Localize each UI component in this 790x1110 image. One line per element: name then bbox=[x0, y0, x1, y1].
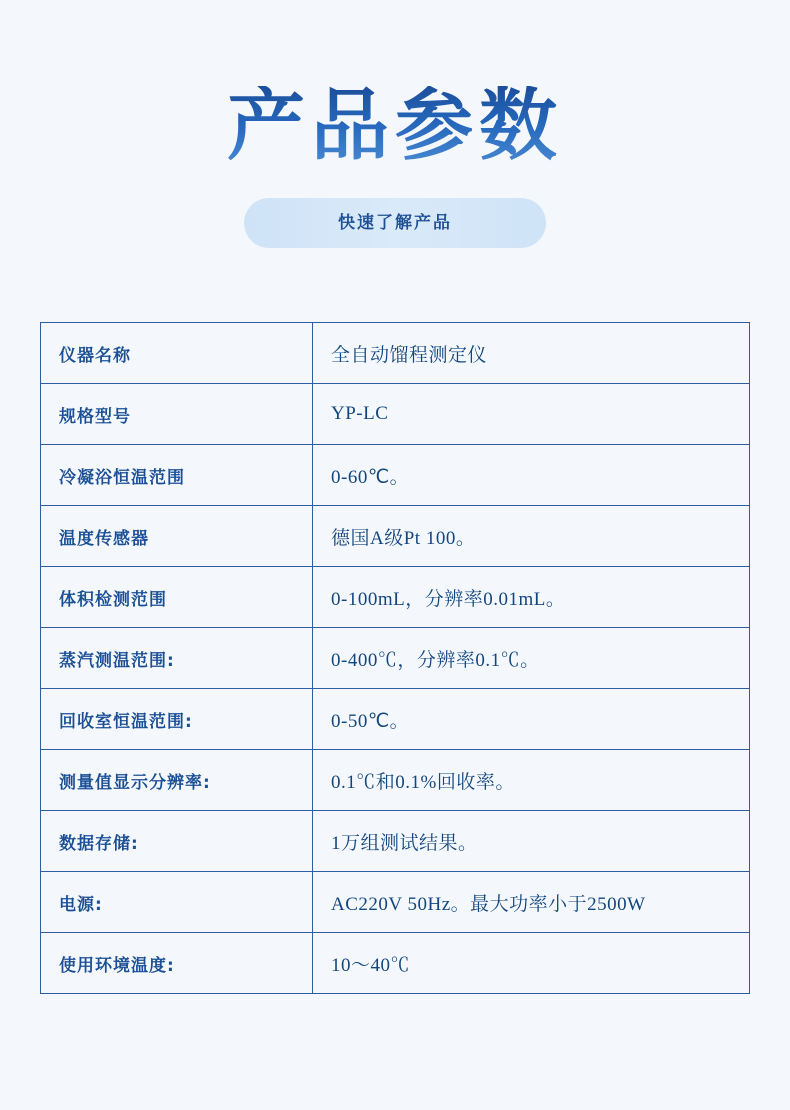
spec-label: 使用环境温度: bbox=[41, 933, 313, 994]
table-row bbox=[41, 323, 750, 384]
spec-label: 规格型号 bbox=[41, 384, 313, 445]
spec-value: 1万组测试结果。 bbox=[313, 811, 750, 872]
table-row bbox=[41, 445, 750, 506]
page-title: 产品参数 bbox=[226, 81, 563, 171]
title-section bbox=[0, 0, 790, 171]
spec-label: 电源: bbox=[41, 872, 313, 933]
spec-label: 蒸汽测温范围: bbox=[41, 628, 313, 689]
table-row bbox=[41, 384, 750, 445]
spec-value: 德国A级Pt 100。 bbox=[313, 506, 750, 567]
spec-value: 10～40℃ bbox=[313, 933, 750, 994]
spec-label: 体积检测范围 bbox=[41, 567, 313, 628]
table-row bbox=[41, 506, 750, 567]
spec-value: 0-100mL，分辨率0.01mL。 bbox=[313, 567, 750, 628]
spec-table bbox=[40, 322, 750, 994]
spec-label: 数据存储: bbox=[41, 811, 313, 872]
spec-label: 仪器名称 bbox=[41, 323, 313, 384]
table-row bbox=[41, 811, 750, 872]
spec-table-body bbox=[41, 323, 750, 994]
spec-label: 回收室恒温范围: bbox=[41, 689, 313, 750]
spec-label: 冷凝浴恒温范围 bbox=[41, 445, 313, 506]
table-row bbox=[41, 750, 750, 811]
spec-value: YP-LC bbox=[313, 384, 750, 445]
spec-value: 全自动馏程测定仪 bbox=[313, 323, 750, 384]
spec-value: 0-60℃。 bbox=[313, 445, 750, 506]
table-row bbox=[41, 689, 750, 750]
table-row bbox=[41, 872, 750, 933]
spec-value: 0.1℃和0.1%回收率。 bbox=[313, 750, 750, 811]
table-row bbox=[41, 567, 750, 628]
subtitle-section bbox=[0, 198, 790, 248]
spec-value: AC220V 50Hz。最大功率小于2500W bbox=[313, 872, 750, 933]
spec-label: 温度传感器 bbox=[41, 506, 313, 567]
spec-label: 测量值显示分辨率: bbox=[41, 750, 313, 811]
table-row bbox=[41, 628, 750, 689]
table-row bbox=[41, 933, 750, 994]
spec-value: 0-50℃。 bbox=[313, 689, 750, 750]
subtitle-badge: 快速了解产品 bbox=[244, 198, 546, 248]
spec-value: 0-400℃，分辨率0.1℃。 bbox=[313, 628, 750, 689]
